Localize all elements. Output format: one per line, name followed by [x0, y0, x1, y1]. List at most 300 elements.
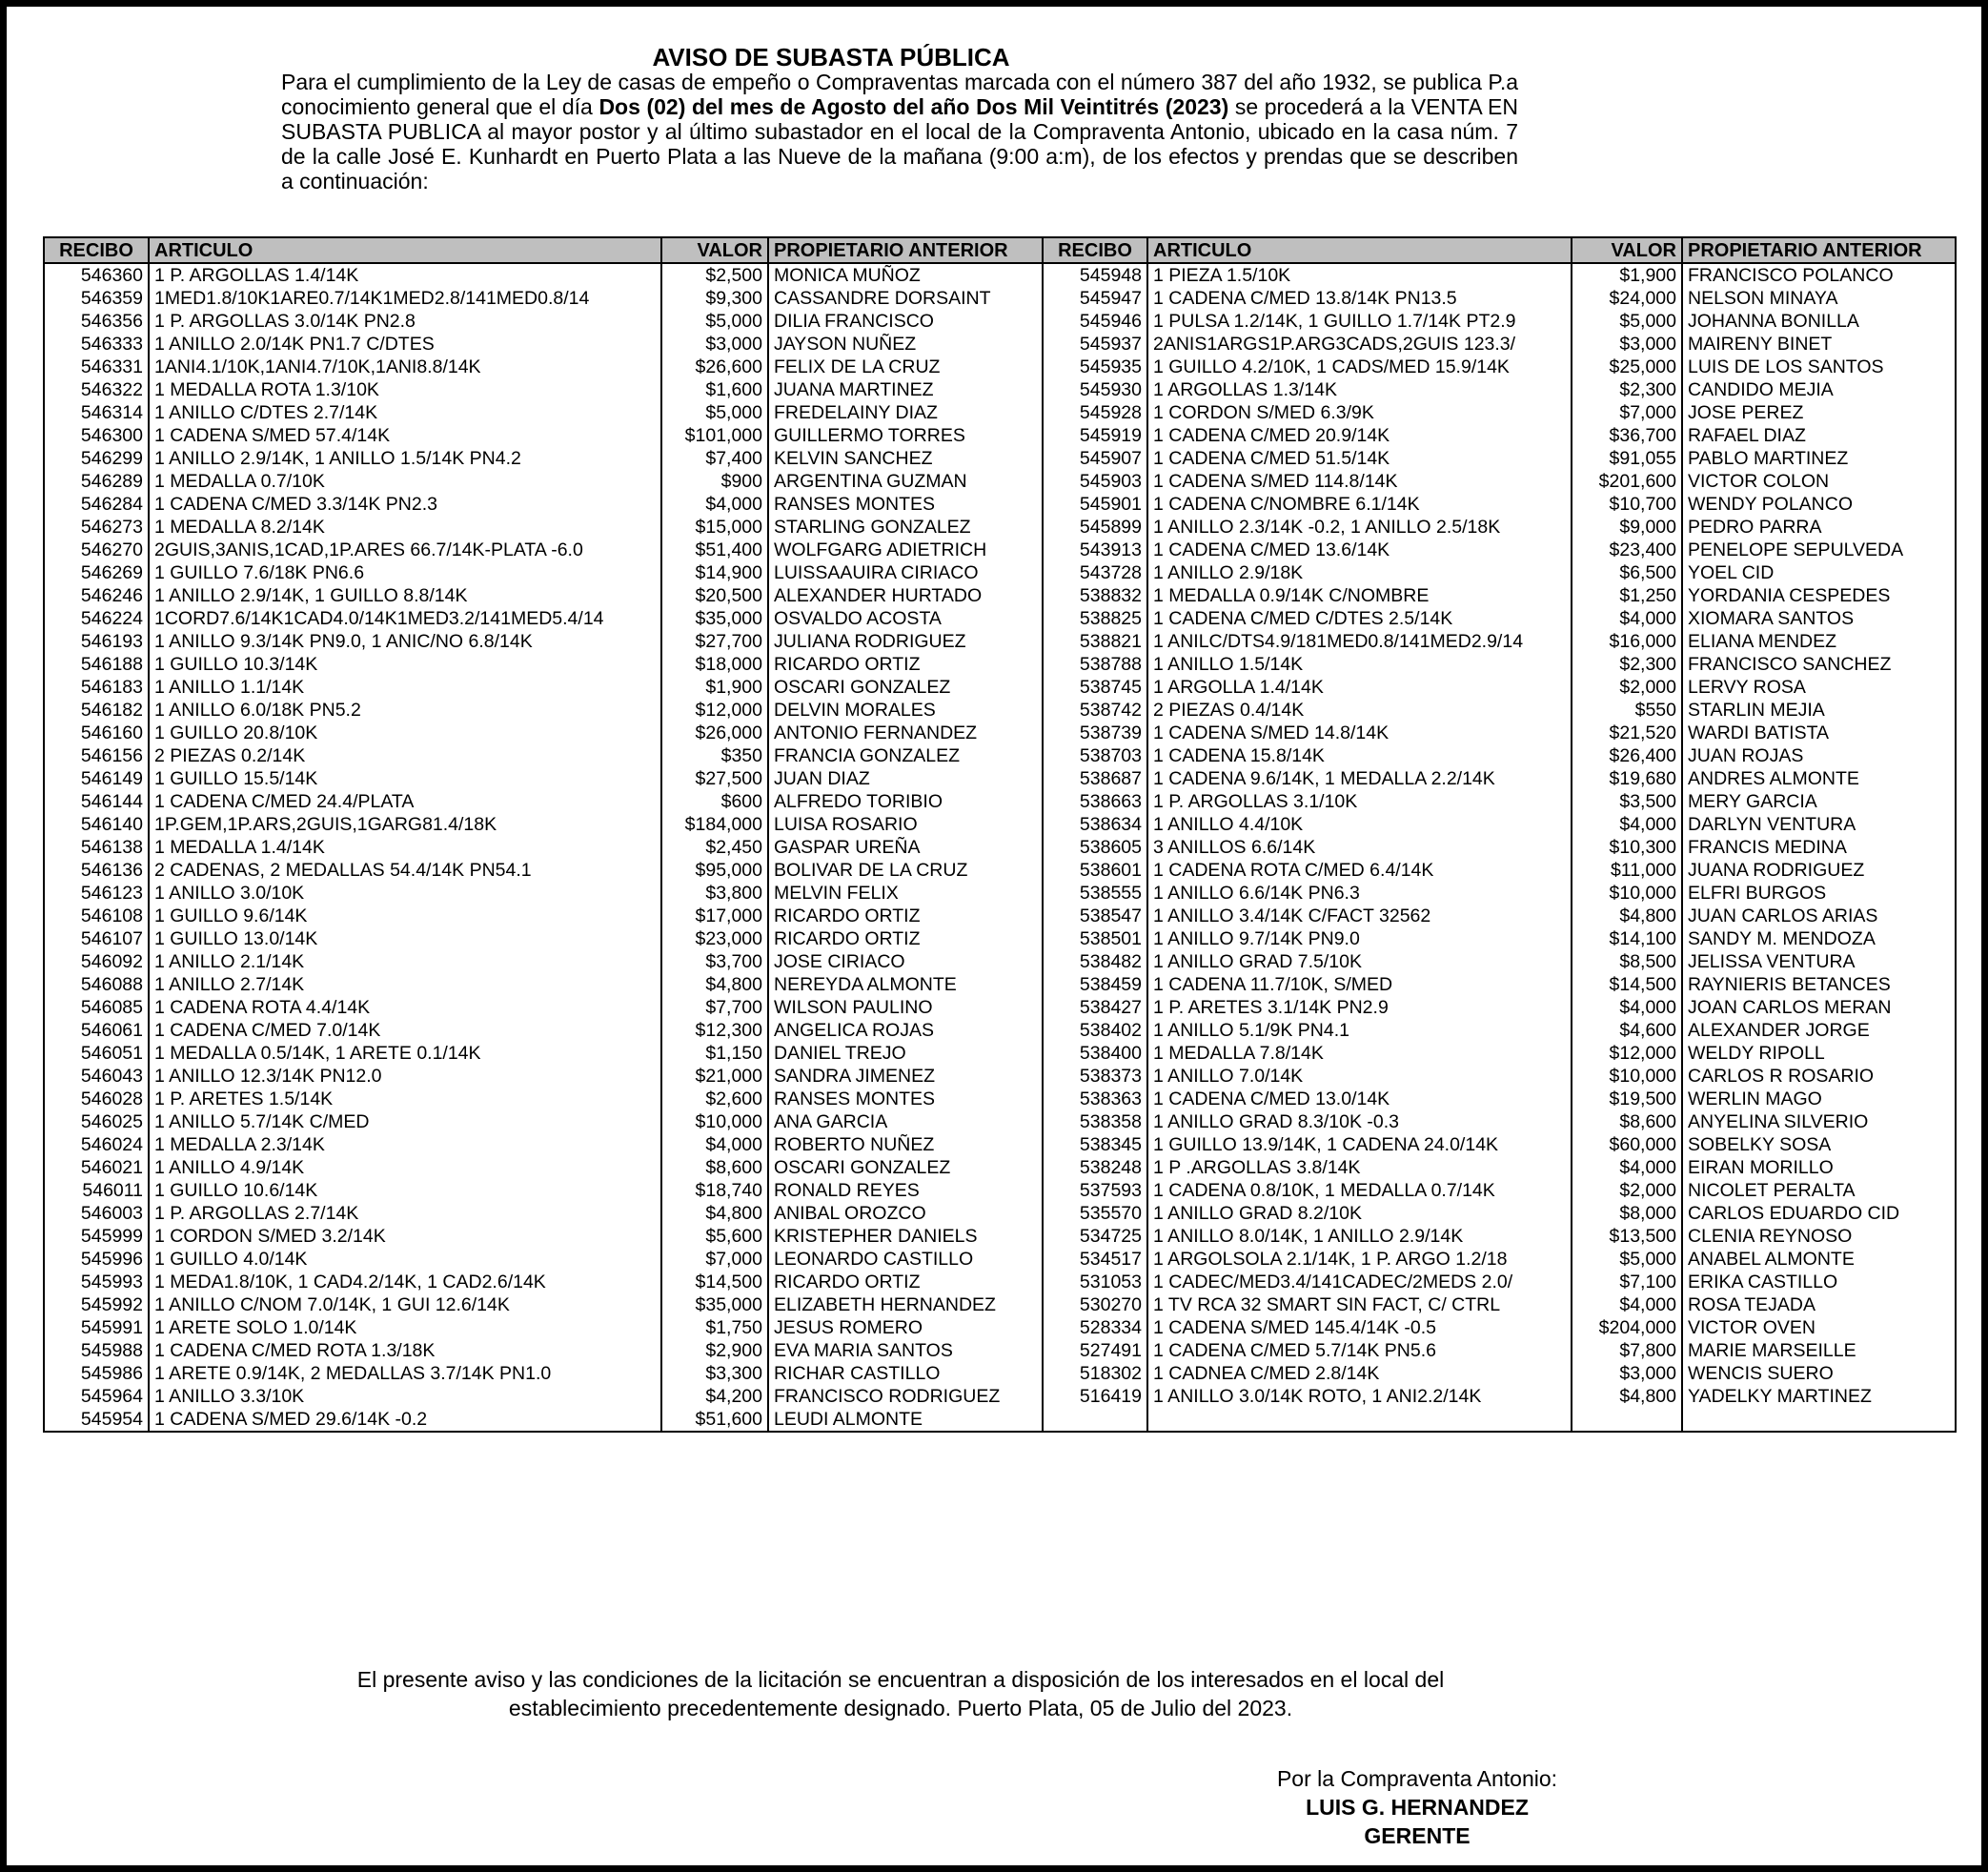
cell-recibo: 538832: [1043, 584, 1147, 607]
cell-recibo: 545930: [1043, 378, 1147, 401]
cell-propietario: STARLING GONZALEZ: [768, 516, 1043, 539]
table-row: [44, 859, 1956, 882]
cell-recibo: 546246: [44, 584, 149, 607]
cell-valor: $12,000: [1572, 1042, 1682, 1065]
table-row: [44, 378, 1956, 401]
cell-propietario: JESUS ROMERO: [768, 1316, 1043, 1339]
cell-valor: $3,000: [661, 333, 768, 356]
cell-valor: $14,100: [1572, 927, 1682, 950]
header-articulo: ARTICULO: [1147, 237, 1572, 263]
cell-valor: $2,900: [661, 1339, 768, 1362]
cell-valor: $1,750: [661, 1316, 768, 1339]
table-row: [44, 1019, 1956, 1042]
cell-propietario: ANABEL ALMONTE: [1682, 1248, 1956, 1271]
cell-recibo: 538601: [1043, 859, 1147, 882]
cell-propietario: STARLIN MEJIA: [1682, 699, 1956, 722]
table-row: [44, 310, 1956, 333]
cell-propietario: SANDRA JIMENEZ: [768, 1065, 1043, 1088]
cell-recibo: 545964: [44, 1385, 149, 1408]
cell-recibo: 545928: [1043, 401, 1147, 424]
cell-valor: $7,100: [1572, 1271, 1682, 1293]
cell-valor: $13,500: [1572, 1225, 1682, 1248]
cell-propietario: JOSE PEREZ: [1682, 401, 1956, 424]
cell-propietario: FRANCISCO RODRIGUEZ: [768, 1385, 1043, 1408]
cell-recibo: 546123: [44, 882, 149, 905]
cell-valor: $7,700: [661, 996, 768, 1019]
cell-recibo: 546108: [44, 905, 149, 927]
footer-line-2: establecimiento precedentemente designado. Puerto Plata, 05 de Julio del 2023.: [508, 1696, 1293, 1720]
cell-propietario: FRANCIS MEDINA: [1682, 836, 1956, 859]
cell-valor: $4,800: [1572, 905, 1682, 927]
header-recibo: RECIBO: [44, 237, 149, 263]
cell-recibo: 546188: [44, 653, 149, 676]
cell-valor: $4,000: [1572, 1293, 1682, 1316]
cell-articulo: 1 ANILLO 9.7/14K PN9.0: [1147, 927, 1572, 950]
cell-valor: $25,000: [1572, 356, 1682, 378]
cell-articulo: 1P.GEM,1P.ARS,2GUIS,1GARG81.4/18K: [149, 813, 661, 836]
cell-articulo: 1 ANILLO 12.3/14K PN12.0: [149, 1065, 661, 1088]
cell-valor: $8,600: [661, 1156, 768, 1179]
cell-propietario: CASSANDRE DORSAINT: [768, 287, 1043, 310]
cell-articulo: 1 ANILLO 4.9/14K: [149, 1156, 661, 1179]
table-row: [44, 1362, 1956, 1385]
cell-propietario: CANDIDO MEJIA: [1682, 378, 1956, 401]
cell-articulo: 1 ANILLO 3.0/14K ROTO, 1 ANI2.2/14K: [1147, 1385, 1572, 1408]
cell-propietario: PEDRO PARRA: [1682, 516, 1956, 539]
cell-valor: $2,000: [1572, 676, 1682, 699]
notice-footer: [7, 1665, 1795, 1722]
cell-articulo: 1 ANILLO 5.1/9K PN4.1: [1147, 1019, 1572, 1042]
cell-propietario: EIRAN MORILLO: [1682, 1156, 1956, 1179]
table-row: [44, 767, 1956, 790]
cell-propietario: GASPAR UREÑA: [768, 836, 1043, 859]
intro-text-2: se procederá a la VENTA EN SUBASTA PUBLICA al mayor postor y al último subastador en el local de la Compraventa Antonio, ubicado en la casa núm. 7 de la calle José E. Kunhardt en Puerto Plata a las Nueve de la mañana (9:00 a:m), de los efectos y prendas que se describen a continuación:: [281, 94, 1518, 193]
cell-propietario: ANDRES ALMONTE: [1682, 767, 1956, 790]
cell-recibo: 545935: [1043, 356, 1147, 378]
cell-valor: $550: [1572, 699, 1682, 722]
cell-articulo: 1 P. ARGOLLAS 3.1/10K: [1147, 790, 1572, 813]
cell-articulo: 1CORD7.6/14K1CAD4.0/14K1MED3.2/141MED5.4/14: [149, 607, 661, 630]
cell-recibo: 546300: [44, 424, 149, 447]
cell-valor: $5,000: [661, 401, 768, 424]
cell-valor: $27,700: [661, 630, 768, 653]
cell-articulo: 2 PIEZAS 0.4/14K: [1147, 699, 1572, 722]
cell-articulo: 1 CADENA 11.7/10K, S/MED: [1147, 973, 1572, 996]
cell-articulo: 1 ANILLO GRAD 8.3/10K -0.3: [1147, 1110, 1572, 1133]
cell-propietario: NELSON MINAYA: [1682, 287, 1956, 310]
signature-label: Por la Compraventa Antonio:: [1276, 1766, 1558, 1791]
table-row: [44, 263, 1956, 287]
cell-propietario: GUILLERMO TORRES: [768, 424, 1043, 447]
cell-articulo: 2 PIEZAS 0.2/14K: [149, 744, 661, 767]
table-row: [44, 470, 1956, 493]
cell-propietario: CLENIA REYNOSO: [1682, 1225, 1956, 1248]
cell-recibo: 534517: [1043, 1248, 1147, 1271]
cell-articulo: [1147, 1408, 1572, 1432]
cell-recibo: 527491: [1043, 1339, 1147, 1362]
table-row: [44, 1316, 1956, 1339]
cell-recibo: 538821: [1043, 630, 1147, 653]
cell-recibo: 538634: [1043, 813, 1147, 836]
cell-recibo: 545992: [44, 1293, 149, 1316]
cell-articulo: 1 ANILLO 2.9/14K, 1 ANILLO 1.5/14K PN4.2: [149, 447, 661, 470]
cell-articulo: 1 CADENA C/MED 13.6/14K: [1147, 539, 1572, 561]
cell-propietario: OSCARI GONZALEZ: [768, 676, 1043, 699]
cell-recibo: 543913: [1043, 539, 1147, 561]
cell-articulo: 1 ANILLO GRAD 8.2/10K: [1147, 1202, 1572, 1225]
cell-propietario: RICARDO ORTIZ: [768, 927, 1043, 950]
cell-valor: $204,000: [1572, 1316, 1682, 1339]
cell-propietario: ELFRI BURGOS: [1682, 882, 1956, 905]
table-row: [44, 1133, 1956, 1156]
table-row: [44, 607, 1956, 630]
cell-articulo: 1 ARGOLSOLA 2.1/14K, 1 P. ARGO 1.2/18: [1147, 1248, 1572, 1271]
cell-recibo: 546356: [44, 310, 149, 333]
cell-articulo: 1 MEDALLA 0.9/14K C/NOMBRE: [1147, 584, 1572, 607]
cell-valor: $7,400: [661, 447, 768, 470]
cell-recibo: 545999: [44, 1225, 149, 1248]
cell-valor: $21,000: [661, 1065, 768, 1088]
cell-propietario: NICOLET PERALTA: [1682, 1179, 1956, 1202]
cell-articulo: 1 PULSA 1.2/14K, 1 GUILLO 1.7/14K PT2.9: [1147, 310, 1572, 333]
cell-valor: $18,000: [661, 653, 768, 676]
cell-articulo: 1 CADENA C/MED 24.4/PLATA: [149, 790, 661, 813]
cell-recibo: 546333: [44, 333, 149, 356]
table-row: [44, 1202, 1956, 1225]
table-row: [44, 287, 1956, 310]
cell-recibo: 545986: [44, 1362, 149, 1385]
cell-recibo: 545901: [1043, 493, 1147, 516]
cell-propietario: PENELOPE SEPULVEDA: [1682, 539, 1956, 561]
cell-valor: $8,600: [1572, 1110, 1682, 1133]
cell-propietario: OSCARI GONZALEZ: [768, 1156, 1043, 1179]
cell-recibo: 538482: [1043, 950, 1147, 973]
signature-block: [1246, 1764, 1589, 1850]
cell-propietario: DARLYN VENTURA: [1682, 813, 1956, 836]
table-row: [44, 1408, 1956, 1432]
cell-recibo: 546011: [44, 1179, 149, 1202]
cell-propietario: ANYELINA SILVERIO: [1682, 1110, 1956, 1133]
cell-propietario: JUAN DIAZ: [768, 767, 1043, 790]
cell-recibo: 545996: [44, 1248, 149, 1271]
cell-propietario: RAFAEL DIAZ: [1682, 424, 1956, 447]
cell-propietario: JOHANNA BONILLA: [1682, 310, 1956, 333]
cell-articulo: 1 ANILLO 2.3/14K -0.2, 1 ANILLO 2.5/18K: [1147, 516, 1572, 539]
cell-propietario: RICARDO ORTIZ: [768, 1271, 1043, 1293]
cell-propietario: KRISTEPHER DANIELS: [768, 1225, 1043, 1248]
cell-articulo: 1 ANILC/DTS4.9/181MED0.8/141MED2.9/14: [1147, 630, 1572, 653]
cell-valor: $26,400: [1572, 744, 1682, 767]
cell-articulo: 1 GUILLO 4.0/14K: [149, 1248, 661, 1271]
cell-valor: $7,800: [1572, 1339, 1682, 1362]
cell-propietario: MARIE MARSEILLE: [1682, 1339, 1956, 1362]
cell-articulo: 1 ANILLO 3.4/14K C/FACT 32562: [1147, 905, 1572, 927]
cell-recibo: 538248: [1043, 1156, 1147, 1179]
cell-valor: $10,700: [1572, 493, 1682, 516]
cell-recibo: 546140: [44, 813, 149, 836]
cell-recibo: 545947: [1043, 287, 1147, 310]
cell-articulo: 1MED1.8/10K1ARE0.7/14K1MED2.8/141MED0.8/14: [149, 287, 661, 310]
table-row: [44, 950, 1956, 973]
cell-recibo: 546136: [44, 859, 149, 882]
cell-valor: $3,300: [661, 1362, 768, 1385]
cell-articulo: 1 ANILLO 2.9/14K, 1 GUILLO 8.8/14K: [149, 584, 661, 607]
cell-recibo: 546061: [44, 1019, 149, 1042]
cell-propietario: JUAN ROJAS: [1682, 744, 1956, 767]
cell-articulo: 1 ANILLO 2.9/18K: [1147, 561, 1572, 584]
cell-propietario: DANIEL TREJO: [768, 1042, 1043, 1065]
cell-articulo: 2GUIS,3ANIS,1CAD,1P.ARES 66.7/14K-PLATA -6.0: [149, 539, 661, 561]
cell-recibo: 545991: [44, 1316, 149, 1339]
table-row: [44, 790, 1956, 813]
cell-valor: $201,600: [1572, 470, 1682, 493]
cell-recibo: 545937: [1043, 333, 1147, 356]
cell-recibo: 538373: [1043, 1065, 1147, 1088]
cell-articulo: 1 CADENA ROTA C/MED 6.4/14K: [1147, 859, 1572, 882]
cell-propietario: WENDY POLANCO: [1682, 493, 1956, 516]
cell-recibo: 546270: [44, 539, 149, 561]
table-row: [44, 973, 1956, 996]
cell-articulo: 1 CADENA C/MED 51.5/14K: [1147, 447, 1572, 470]
cell-valor: $3,500: [1572, 790, 1682, 813]
cell-articulo: 1 CADENA C/NOMBRE 6.1/14K: [1147, 493, 1572, 516]
cell-articulo: 1 ANILLO 1.5/14K: [1147, 653, 1572, 676]
cell-articulo: 1 GUILLO 10.6/14K: [149, 1179, 661, 1202]
table-row: [44, 996, 1956, 1019]
cell-valor: $10,000: [1572, 882, 1682, 905]
cell-valor: $26,600: [661, 356, 768, 378]
cell-valor: $7,000: [1572, 401, 1682, 424]
cell-recibo: 546360: [44, 263, 149, 287]
cell-articulo: 1 CADENA C/MED 7.0/14K: [149, 1019, 661, 1042]
cell-valor: $17,000: [661, 905, 768, 927]
cell-propietario: OSVALDO ACOSTA: [768, 607, 1043, 630]
cell-propietario: LEUDI ALMONTE: [768, 1408, 1043, 1432]
cell-recibo: 543728: [1043, 561, 1147, 584]
cell-propietario: FELIX DE LA CRUZ: [768, 356, 1043, 378]
cell-valor: $5,000: [1572, 310, 1682, 333]
cell-recibo: 528334: [1043, 1316, 1147, 1339]
cell-recibo: 545988: [44, 1339, 149, 1362]
cell-recibo: 546021: [44, 1156, 149, 1179]
cell-propietario: SOBELKY SOSA: [1682, 1133, 1956, 1156]
cell-valor: $2,300: [1572, 378, 1682, 401]
cell-valor: $4,000: [1572, 1156, 1682, 1179]
cell-articulo: 1 ANILLO 2.0/14K PN1.7 C/DTES: [149, 333, 661, 356]
cell-articulo: 1 TV RCA 32 SMART SIN FACT, C/ CTRL: [1147, 1293, 1572, 1316]
cell-articulo: 1 CADENA S/MED 29.6/14K -0.2: [149, 1408, 661, 1432]
cell-propietario: FRANCISCO POLANCO: [1682, 263, 1956, 287]
cell-recibo: 546359: [44, 287, 149, 310]
cell-propietario: ALEXANDER JORGE: [1682, 1019, 1956, 1042]
cell-articulo: 1 CADENA C/MED 3.3/14K PN2.3: [149, 493, 661, 516]
cell-propietario: WILSON PAULINO: [768, 996, 1043, 1019]
cell-recibo: 538400: [1043, 1042, 1147, 1065]
table-row: [44, 1065, 1956, 1088]
cell-propietario: YADELKY MARTINEZ: [1682, 1385, 1956, 1408]
cell-articulo: 1 GUILLO 10.3/14K: [149, 653, 661, 676]
cell-propietario: VICTOR COLON: [1682, 470, 1956, 493]
cell-propietario: RICARDO ORTIZ: [768, 905, 1043, 927]
cell-valor: $27,500: [661, 767, 768, 790]
cell-recibo: 518302: [1043, 1362, 1147, 1385]
cell-propietario: LUISSAAUIRA CIRIACO: [768, 561, 1043, 584]
cell-valor: $1,900: [661, 676, 768, 699]
cell-valor: $1,250: [1572, 584, 1682, 607]
cell-propietario: DELVIN MORALES: [768, 699, 1043, 722]
cell-recibo: 535570: [1043, 1202, 1147, 1225]
table-row: [44, 1225, 1956, 1248]
cell-propietario: FRANCIA GONZALEZ: [768, 744, 1043, 767]
table-row: [44, 744, 1956, 767]
cell-articulo: 1 ANILLO C/NOM 7.0/14K, 1 GUI 12.6/14K: [149, 1293, 661, 1316]
cell-articulo: 1 ANILLO 4.4/10K: [1147, 813, 1572, 836]
cell-recibo: 538788: [1043, 653, 1147, 676]
header-articulo: ARTICULO: [149, 237, 661, 263]
cell-propietario: MERY GARCIA: [1682, 790, 1956, 813]
cell-propietario: XIOMARA SANTOS: [1682, 607, 1956, 630]
cell-valor: $19,500: [1572, 1088, 1682, 1110]
cell-propietario: LEONARDO CASTILLO: [768, 1248, 1043, 1271]
cell-propietario: VICTOR OVEN: [1682, 1316, 1956, 1339]
cell-valor: $2,000: [1572, 1179, 1682, 1202]
table-row: [44, 1385, 1956, 1408]
cell-recibo: 546331: [44, 356, 149, 378]
notice-title: AVISO DE SUBASTA PÚBLICA: [652, 43, 1010, 71]
cell-recibo: 545946: [1043, 310, 1147, 333]
cell-propietario: WARDI BATISTA: [1682, 722, 1956, 744]
cell-valor: $184,000: [661, 813, 768, 836]
cell-propietario: LUISA ROSARIO: [768, 813, 1043, 836]
table-row: [44, 516, 1956, 539]
cell-recibo: 537593: [1043, 1179, 1147, 1202]
cell-articulo: 1 ANILLO 6.0/18K PN5.2: [149, 699, 661, 722]
cell-recibo: 546299: [44, 447, 149, 470]
cell-recibo: 546051: [44, 1042, 149, 1065]
cell-recibo: 546182: [44, 699, 149, 722]
cell-recibo: 546314: [44, 401, 149, 424]
table-row: [44, 447, 1956, 470]
cell-valor: $1,600: [661, 378, 768, 401]
cell-propietario: JUANA MARTINEZ: [768, 378, 1043, 401]
cell-valor: [1572, 1408, 1682, 1432]
cell-recibo: 538825: [1043, 607, 1147, 630]
notice-intro: [281, 70, 1518, 193]
cell-valor: $4,000: [661, 1133, 768, 1156]
cell-valor: $26,000: [661, 722, 768, 744]
cell-valor: $8,500: [1572, 950, 1682, 973]
table-row: [44, 424, 1956, 447]
cell-recibo: 538345: [1043, 1133, 1147, 1156]
cell-valor: $24,000: [1572, 287, 1682, 310]
table-row: [44, 653, 1956, 676]
cell-articulo: 1 MEDALLA 8.2/14K: [149, 516, 661, 539]
cell-valor: $9,000: [1572, 516, 1682, 539]
cell-propietario: WOLFGARG ADIETRICH: [768, 539, 1043, 561]
cell-propietario: JUAN CARLOS ARIAS: [1682, 905, 1956, 927]
cell-valor: $3,700: [661, 950, 768, 973]
footer-line-1: El presente aviso y las condiciones de la licitación se encuentran a disposición de los interesados en el local del: [356, 1667, 1445, 1692]
header-propietario: PROPIETARIO ANTERIOR: [1682, 237, 1956, 263]
cell-propietario: SANDY M. MENDOZA: [1682, 927, 1956, 950]
cell-valor: $19,680: [1572, 767, 1682, 790]
cell-articulo: 1 CADENA 0.8/10K, 1 MEDALLA 0.7/14K: [1147, 1179, 1572, 1202]
cell-recibo: 538739: [1043, 722, 1147, 744]
cell-valor: $7,000: [661, 1248, 768, 1271]
table-row: [44, 722, 1956, 744]
cell-recibo: [1043, 1408, 1147, 1432]
cell-recibo: 545899: [1043, 516, 1147, 539]
table-row: [44, 882, 1956, 905]
cell-recibo: 546138: [44, 836, 149, 859]
cell-recibo: 538402: [1043, 1019, 1147, 1042]
cell-articulo: 1 MEDALLA 0.7/10K: [149, 470, 661, 493]
table-row: [44, 1042, 1956, 1065]
cell-articulo: 1 GUILLO 13.9/14K, 1 CADENA 24.0/14K: [1147, 1133, 1572, 1156]
cell-propietario: RONALD REYES: [768, 1179, 1043, 1202]
cell-articulo: 1 CADEC/MED3.4/141CADEC/2MEDS 2.0/: [1147, 1271, 1572, 1293]
cell-articulo: 1 CADENA C/MED 13.0/14K: [1147, 1088, 1572, 1110]
cell-propietario: DILIA FRANCISCO: [768, 310, 1043, 333]
cell-propietario: RANSES MONTES: [768, 1088, 1043, 1110]
cell-valor: $4,000: [1572, 813, 1682, 836]
cell-articulo: 1 ANILLO 2.1/14K: [149, 950, 661, 973]
cell-articulo: 1 ANILLO 7.0/14K: [1147, 1065, 1572, 1088]
cell-recibo: 546043: [44, 1065, 149, 1088]
cell-propietario: ANIBAL OROZCO: [768, 1202, 1043, 1225]
signature-role: GERENTE: [1364, 1823, 1471, 1848]
cell-valor: $10,000: [661, 1110, 768, 1133]
cell-propietario: MONICA MUÑOZ: [768, 263, 1043, 287]
cell-propietario: WENCIS SUERO: [1682, 1362, 1956, 1385]
cell-articulo: 1 P. ARGOLLAS 3.0/14K PN2.8: [149, 310, 661, 333]
cell-propietario: KELVIN SANCHEZ: [768, 447, 1043, 470]
cell-propietario: BOLIVAR DE LA CRUZ: [768, 859, 1043, 882]
cell-propietario: JAYSON NUÑEZ: [768, 333, 1043, 356]
cell-propietario: CARLOS EDUARDO CID: [1682, 1202, 1956, 1225]
cell-propietario: JUANA RODRIGUEZ: [1682, 859, 1956, 882]
cell-valor: $4,000: [1572, 996, 1682, 1019]
cell-valor: $4,600: [1572, 1019, 1682, 1042]
cell-propietario: RANSES MONTES: [768, 493, 1043, 516]
cell-propietario: ANTONIO FERNANDEZ: [768, 722, 1043, 744]
table-row: [44, 1271, 1956, 1293]
cell-recibo: 538742: [1043, 699, 1147, 722]
table-row: [44, 676, 1956, 699]
cell-propietario: JOAN CARLOS MERAN: [1682, 996, 1956, 1019]
cell-articulo: 1 MEDALLA 7.8/14K: [1147, 1042, 1572, 1065]
cell-propietario: PABLO MARTINEZ: [1682, 447, 1956, 470]
cell-articulo: 1 ANILLO 3.0/10K: [149, 882, 661, 905]
cell-valor: $16,000: [1572, 630, 1682, 653]
cell-propietario: ANGELICA ROJAS: [768, 1019, 1043, 1042]
cell-articulo: 1 CADENA ROTA 4.4/14K: [149, 996, 661, 1019]
cell-recibo: 538427: [1043, 996, 1147, 1019]
cell-propietario: JULIANA RODRIGUEZ: [768, 630, 1043, 653]
cell-recibo: 538703: [1043, 744, 1147, 767]
cell-articulo: 1 ANILLO 3.3/10K: [149, 1385, 661, 1408]
cell-valor: $101,000: [661, 424, 768, 447]
cell-valor: $2,600: [661, 1088, 768, 1110]
cell-articulo: 1 CADENA S/MED 145.4/14K -0.5: [1147, 1316, 1572, 1339]
cell-articulo: 1 CADENA C/MED 13.8/14K PN13.5: [1147, 287, 1572, 310]
table-row: [44, 1339, 1956, 1362]
signature-name: LUIS G. HERNANDEZ: [1306, 1795, 1529, 1820]
cell-articulo: 1 MEDA1.8/10K, 1 CAD4.2/14K, 1 CAD2.6/14K: [149, 1271, 661, 1293]
cell-valor: $14,900: [661, 561, 768, 584]
cell-propietario: MAIRENY BINET: [1682, 333, 1956, 356]
cell-propietario: RAYNIERIS BETANCES: [1682, 973, 1956, 996]
